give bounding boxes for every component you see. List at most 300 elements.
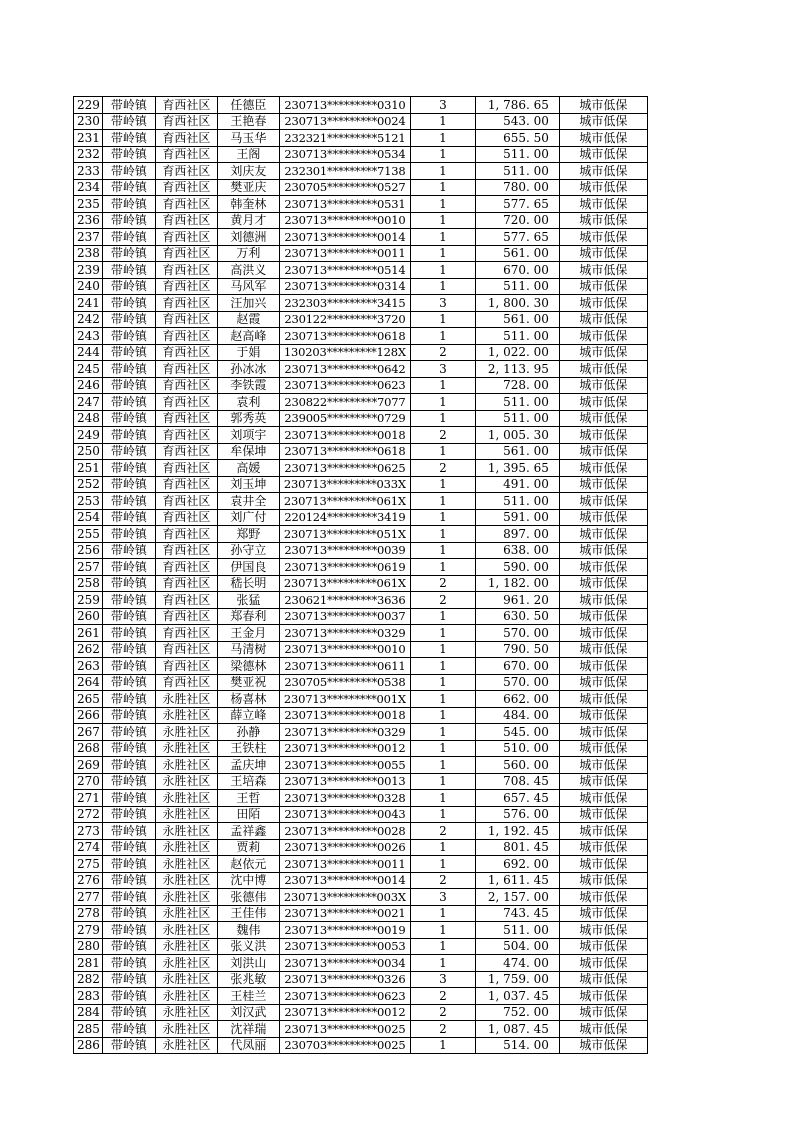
allowance-type-cell: 城市低保: [559, 773, 647, 790]
row-number-cell: 255: [74, 526, 103, 543]
name-cell: 马玉华: [217, 130, 279, 147]
table-row: [74, 361, 648, 378]
allowance-type-cell: 城市低保: [559, 839, 647, 856]
household-count-cell: 1: [410, 740, 475, 757]
row-number-cell: 286: [74, 1037, 103, 1054]
table-row: [74, 674, 648, 691]
row-number-cell: 250: [74, 443, 103, 460]
community-cell: 永胜社区: [155, 1021, 217, 1038]
allowance-type-cell: 城市低保: [559, 905, 647, 922]
name-cell: 魏伟: [217, 922, 279, 939]
row-number-cell: 267: [74, 724, 103, 741]
amount-cell: 692. 00: [475, 856, 559, 873]
town-cell: 带岭镇: [102, 773, 155, 790]
allowance-type-cell: 城市低保: [559, 592, 647, 609]
id-number-cell: 232301*********7138: [279, 163, 410, 180]
table-row: [74, 196, 648, 213]
community-cell: 永胜社区: [155, 905, 217, 922]
community-cell: 育西社区: [155, 229, 217, 246]
id-number-cell: 230713*********0011: [279, 856, 410, 873]
table-row: [74, 839, 648, 856]
town-cell: 带岭镇: [102, 212, 155, 229]
town-cell: 带岭镇: [102, 955, 155, 972]
id-number-cell: 230713*********0011: [279, 245, 410, 262]
community-cell: 育西社区: [155, 344, 217, 361]
id-number-cell: 230713*********0623: [279, 988, 410, 1005]
table-row: [74, 625, 648, 642]
row-number-cell: 253: [74, 493, 103, 510]
community-cell: 育西社区: [155, 526, 217, 543]
row-number-cell: 274: [74, 839, 103, 856]
amount-cell: 511. 00: [475, 146, 559, 163]
household-count-cell: 1: [410, 245, 475, 262]
name-cell: 嵇长明: [217, 575, 279, 592]
amount-cell: 484. 00: [475, 707, 559, 724]
town-cell: 带岭镇: [102, 476, 155, 493]
household-count-cell: 1: [410, 856, 475, 873]
table-row: [74, 163, 648, 180]
town-cell: 带岭镇: [102, 922, 155, 939]
town-cell: 带岭镇: [102, 179, 155, 196]
table-row: [74, 872, 648, 889]
household-count-cell: 1: [410, 757, 475, 774]
name-cell: 王艳春: [217, 113, 279, 130]
community-cell: 永胜社区: [155, 707, 217, 724]
name-cell: 王培森: [217, 773, 279, 790]
row-number-cell: 284: [74, 1004, 103, 1021]
row-number-cell: 230: [74, 113, 103, 130]
household-count-cell: 1: [410, 179, 475, 196]
town-cell: 带岭镇: [102, 542, 155, 559]
id-number-cell: 232303*********3415: [279, 295, 410, 312]
amount-cell: 577. 65: [475, 229, 559, 246]
id-number-cell: 230713*********0314: [279, 278, 410, 295]
id-number-cell: 230705*********0527: [279, 179, 410, 196]
household-count-cell: 2: [410, 592, 475, 609]
town-cell: 带岭镇: [102, 757, 155, 774]
name-cell: 万利: [217, 245, 279, 262]
row-number-cell: 235: [74, 196, 103, 213]
town-cell: 带岭镇: [102, 872, 155, 889]
community-cell: 育西社区: [155, 509, 217, 526]
allowance-type-cell: 城市低保: [559, 955, 647, 972]
household-count-cell: 3: [410, 97, 475, 114]
amount-cell: 662. 00: [475, 691, 559, 708]
allowance-type-cell: 城市低保: [559, 872, 647, 889]
town-cell: 带岭镇: [102, 625, 155, 642]
row-number-cell: 241: [74, 295, 103, 312]
name-cell: 孙冰冰: [217, 361, 279, 378]
town-cell: 带岭镇: [102, 691, 155, 708]
community-cell: 育西社区: [155, 328, 217, 345]
id-number-cell: 230713*********0328: [279, 790, 410, 807]
name-cell: 赵依元: [217, 856, 279, 873]
name-cell: 刘项宇: [217, 427, 279, 444]
row-number-cell: 270: [74, 773, 103, 790]
community-cell: 育西社区: [155, 460, 217, 477]
row-number-cell: 244: [74, 344, 103, 361]
amount-cell: 491. 00: [475, 476, 559, 493]
community-cell: 育西社区: [155, 394, 217, 411]
amount-cell: 743. 45: [475, 905, 559, 922]
name-cell: 赵高峰: [217, 328, 279, 345]
name-cell: 薛立峰: [217, 707, 279, 724]
table-row: [74, 988, 648, 1005]
community-cell: 育西社区: [155, 278, 217, 295]
id-number-cell: 230703*********0025: [279, 1037, 410, 1054]
town-cell: 带岭镇: [102, 740, 155, 757]
town-cell: 带岭镇: [102, 163, 155, 180]
allowance-type-cell: 城市低保: [559, 212, 647, 229]
id-number-cell: 230713*********0053: [279, 938, 410, 955]
id-number-cell: 230713*********0531: [279, 196, 410, 213]
allowance-type-cell: 城市低保: [559, 806, 647, 823]
id-number-cell: 230122*********3720: [279, 311, 410, 328]
row-number-cell: 231: [74, 130, 103, 147]
allowance-type-cell: 城市低保: [559, 443, 647, 460]
amount-cell: 1, 395. 65: [475, 460, 559, 477]
id-number-cell: 230713*********0043: [279, 806, 410, 823]
community-cell: 永胜社区: [155, 839, 217, 856]
name-cell: 刘德洲: [217, 229, 279, 246]
town-cell: 带岭镇: [102, 295, 155, 312]
town-cell: 带岭镇: [102, 1004, 155, 1021]
table-row: [74, 410, 648, 427]
amount-cell: 1, 005. 30: [475, 427, 559, 444]
id-number-cell: 230713*********0014: [279, 872, 410, 889]
row-number-cell: 269: [74, 757, 103, 774]
community-cell: 永胜社区: [155, 1037, 217, 1054]
table-row: [74, 97, 648, 114]
town-cell: 带岭镇: [102, 97, 155, 114]
household-count-cell: 1: [410, 443, 475, 460]
amount-cell: 708. 45: [475, 773, 559, 790]
table-row: [74, 641, 648, 658]
row-number-cell: 249: [74, 427, 103, 444]
amount-cell: 545. 00: [475, 724, 559, 741]
allowance-type-cell: 城市低保: [559, 856, 647, 873]
allowance-type-cell: 城市低保: [559, 707, 647, 724]
table-row: [74, 592, 648, 609]
allowance-type-cell: 城市低保: [559, 724, 647, 741]
amount-cell: 1, 611. 45: [475, 872, 559, 889]
id-number-cell: 230713*********0619: [279, 559, 410, 576]
town-cell: 带岭镇: [102, 839, 155, 856]
table-row: [74, 113, 648, 130]
household-count-cell: 1: [410, 410, 475, 427]
household-count-cell: 1: [410, 542, 475, 559]
id-number-cell: 230713*********0010: [279, 641, 410, 658]
table-row: [74, 922, 648, 939]
allowance-type-cell: 城市低保: [559, 262, 647, 279]
amount-cell: 2, 157. 00: [475, 889, 559, 906]
amount-cell: 511. 00: [475, 922, 559, 939]
id-number-cell: 220124*********3419: [279, 509, 410, 526]
name-cell: 黄月才: [217, 212, 279, 229]
name-cell: 于娟: [217, 344, 279, 361]
town-cell: 带岭镇: [102, 278, 155, 295]
community-cell: 育西社区: [155, 559, 217, 576]
id-number-cell: 130203*********128X: [279, 344, 410, 361]
id-number-cell: 230713*********0642: [279, 361, 410, 378]
row-number-cell: 243: [74, 328, 103, 345]
household-count-cell: 1: [410, 130, 475, 147]
town-cell: 带岭镇: [102, 905, 155, 922]
table-row: [74, 823, 648, 840]
amount-cell: 570. 00: [475, 674, 559, 691]
name-cell: 刘汉武: [217, 1004, 279, 1021]
amount-cell: 1, 192. 45: [475, 823, 559, 840]
household-count-cell: 2: [410, 344, 475, 361]
id-number-cell: 230713*********061X: [279, 575, 410, 592]
household-count-cell: 1: [410, 724, 475, 741]
household-count-cell: 1: [410, 625, 475, 642]
household-count-cell: 2: [410, 988, 475, 1005]
community-cell: 永胜社区: [155, 806, 217, 823]
table-row: [74, 757, 648, 774]
town-cell: 带岭镇: [102, 1037, 155, 1054]
row-number-cell: 283: [74, 988, 103, 1005]
id-number-cell: 230705*********0538: [279, 674, 410, 691]
id-number-cell: 230822*********7077: [279, 394, 410, 411]
community-cell: 育西社区: [155, 493, 217, 510]
name-cell: 樊亚祝: [217, 674, 279, 691]
allowance-type-cell: 城市低保: [559, 691, 647, 708]
town-cell: 带岭镇: [102, 526, 155, 543]
household-count-cell: 1: [410, 707, 475, 724]
amount-cell: 961. 20: [475, 592, 559, 609]
row-number-cell: 276: [74, 872, 103, 889]
household-count-cell: 1: [410, 394, 475, 411]
table-row: [74, 658, 648, 675]
town-cell: 带岭镇: [102, 988, 155, 1005]
id-number-cell: 230713*********0018: [279, 707, 410, 724]
household-count-cell: 1: [410, 773, 475, 790]
household-count-cell: 1: [410, 262, 475, 279]
town-cell: 带岭镇: [102, 641, 155, 658]
community-cell: 永胜社区: [155, 724, 217, 741]
household-count-cell: 1: [410, 163, 475, 180]
id-number-cell: 230713*********0024: [279, 113, 410, 130]
allowance-type-cell: 城市低保: [559, 229, 647, 246]
row-number-cell: 259: [74, 592, 103, 609]
name-cell: 赵霞: [217, 311, 279, 328]
row-number-cell: 261: [74, 625, 103, 642]
name-cell: 汪加兴: [217, 295, 279, 312]
allowance-type-cell: 城市低保: [559, 938, 647, 955]
household-count-cell: 1: [410, 229, 475, 246]
row-number-cell: 248: [74, 410, 103, 427]
row-number-cell: 262: [74, 641, 103, 658]
allowance-type-cell: 城市低保: [559, 971, 647, 988]
row-number-cell: 234: [74, 179, 103, 196]
household-count-cell: 2: [410, 460, 475, 477]
id-number-cell: 230713*********051X: [279, 526, 410, 543]
allowance-type-cell: 城市低保: [559, 427, 647, 444]
row-number-cell: 237: [74, 229, 103, 246]
row-number-cell: 240: [74, 278, 103, 295]
table-row: [74, 212, 648, 229]
household-count-cell: 1: [410, 641, 475, 658]
allowance-type-cell: 城市低保: [559, 311, 647, 328]
name-cell: 袁井全: [217, 493, 279, 510]
name-cell: 郑春利: [217, 608, 279, 625]
amount-cell: 790. 50: [475, 641, 559, 658]
household-count-cell: 1: [410, 674, 475, 691]
town-cell: 带岭镇: [102, 971, 155, 988]
name-cell: 田陌: [217, 806, 279, 823]
name-cell: 马清树: [217, 641, 279, 658]
community-cell: 育西社区: [155, 658, 217, 675]
table-row: [74, 377, 648, 394]
allowance-type-cell: 城市低保: [559, 1037, 647, 1054]
community-cell: 永胜社区: [155, 740, 217, 757]
allowance-type-cell: 城市低保: [559, 790, 647, 807]
row-number-cell: 265: [74, 691, 103, 708]
name-cell: 孟祥鑫: [217, 823, 279, 840]
community-cell: 育西社区: [155, 146, 217, 163]
table-row: [74, 328, 648, 345]
table-row: [74, 443, 648, 460]
id-number-cell: 230713*********0623: [279, 377, 410, 394]
allowance-table: [73, 96, 648, 1054]
allowance-type-cell: 城市低保: [559, 278, 647, 295]
household-count-cell: 1: [410, 526, 475, 543]
household-count-cell: 1: [410, 938, 475, 955]
row-number-cell: 256: [74, 542, 103, 559]
allowance-type-cell: 城市低保: [559, 1004, 647, 1021]
amount-cell: 577. 65: [475, 196, 559, 213]
row-number-cell: 264: [74, 674, 103, 691]
name-cell: 刘庆友: [217, 163, 279, 180]
amount-cell: 780. 00: [475, 179, 559, 196]
town-cell: 带岭镇: [102, 377, 155, 394]
table-row: [74, 476, 648, 493]
table-row: [74, 460, 648, 477]
table-row: [74, 542, 648, 559]
table-row: [74, 1004, 648, 1021]
community-cell: 育西社区: [155, 641, 217, 658]
amount-cell: 511. 00: [475, 394, 559, 411]
name-cell: 王阁: [217, 146, 279, 163]
row-number-cell: 245: [74, 361, 103, 378]
id-number-cell: 230713*********0026: [279, 839, 410, 856]
table-row: [74, 559, 648, 576]
name-cell: 孙守立: [217, 542, 279, 559]
amount-cell: 1, 759. 00: [475, 971, 559, 988]
amount-cell: 670. 00: [475, 658, 559, 675]
household-count-cell: 1: [410, 509, 475, 526]
amount-cell: 514. 00: [475, 1037, 559, 1054]
name-cell: 任德臣: [217, 97, 279, 114]
amount-cell: 1, 182. 00: [475, 575, 559, 592]
amount-cell: 543. 00: [475, 113, 559, 130]
id-number-cell: 239005*********0729: [279, 410, 410, 427]
name-cell: 刘洪山: [217, 955, 279, 972]
allowance-type-cell: 城市低保: [559, 641, 647, 658]
allowance-type-cell: 城市低保: [559, 328, 647, 345]
name-cell: 贾莉: [217, 839, 279, 856]
community-cell: 育西社区: [155, 410, 217, 427]
allowance-type-cell: 城市低保: [559, 163, 647, 180]
household-count-cell: 1: [410, 559, 475, 576]
allowance-type-cell: 城市低保: [559, 97, 647, 114]
name-cell: 孟庆坤: [217, 757, 279, 774]
id-number-cell: 230713*********0028: [279, 823, 410, 840]
community-cell: 永胜社区: [155, 955, 217, 972]
community-cell: 育西社区: [155, 97, 217, 114]
amount-cell: 752. 00: [475, 1004, 559, 1021]
table-row: [74, 295, 648, 312]
id-number-cell: 230713*********0326: [279, 971, 410, 988]
household-count-cell: 1: [410, 608, 475, 625]
name-cell: 沈祥瑞: [217, 1021, 279, 1038]
id-number-cell: 230713*********0625: [279, 460, 410, 477]
household-count-cell: 1: [410, 328, 475, 345]
household-count-cell: 3: [410, 295, 475, 312]
allowance-type-cell: 城市低保: [559, 146, 647, 163]
row-number-cell: 285: [74, 1021, 103, 1038]
amount-cell: 657. 45: [475, 790, 559, 807]
household-count-cell: 1: [410, 905, 475, 922]
household-count-cell: 1: [410, 196, 475, 213]
amount-cell: 1, 022. 00: [475, 344, 559, 361]
row-number-cell: 266: [74, 707, 103, 724]
table-row: [74, 806, 648, 823]
table-row: [74, 1037, 648, 1054]
id-number-cell: 230713*********0025: [279, 1021, 410, 1038]
town-cell: 带岭镇: [102, 146, 155, 163]
town-cell: 带岭镇: [102, 1021, 155, 1038]
household-count-cell: 1: [410, 278, 475, 295]
town-cell: 带岭镇: [102, 245, 155, 262]
allowance-type-cell: 城市低保: [559, 245, 647, 262]
allowance-type-cell: 城市低保: [559, 344, 647, 361]
id-number-cell: 230621*********3636: [279, 592, 410, 609]
id-number-cell: 230713*********0618: [279, 443, 410, 460]
amount-cell: 570. 00: [475, 625, 559, 642]
allowance-type-cell: 城市低保: [559, 625, 647, 642]
name-cell: 张猛: [217, 592, 279, 609]
name-cell: 张德伟: [217, 889, 279, 906]
row-number-cell: 260: [74, 608, 103, 625]
row-number-cell: 263: [74, 658, 103, 675]
community-cell: 育西社区: [155, 262, 217, 279]
amount-cell: 561. 00: [475, 245, 559, 262]
town-cell: 带岭镇: [102, 394, 155, 411]
id-number-cell: 230713*********003X: [279, 889, 410, 906]
town-cell: 带岭镇: [102, 592, 155, 609]
community-cell: 永胜社区: [155, 773, 217, 790]
name-cell: 孙静: [217, 724, 279, 741]
allowance-type-cell: 城市低保: [559, 361, 647, 378]
town-cell: 带岭镇: [102, 938, 155, 955]
name-cell: 高媛: [217, 460, 279, 477]
name-cell: 王金月: [217, 625, 279, 642]
name-cell: 杨喜林: [217, 691, 279, 708]
allowance-type-cell: 城市低保: [559, 889, 647, 906]
id-number-cell: 230713*********061X: [279, 493, 410, 510]
id-number-cell: 230713*********0037: [279, 608, 410, 625]
town-cell: 带岭镇: [102, 328, 155, 345]
name-cell: 王铁柱: [217, 740, 279, 757]
amount-cell: 561. 00: [475, 311, 559, 328]
name-cell: 张兆敏: [217, 971, 279, 988]
town-cell: 带岭镇: [102, 443, 155, 460]
allowance-type-cell: 城市低保: [559, 476, 647, 493]
town-cell: 带岭镇: [102, 790, 155, 807]
community-cell: 育西社区: [155, 245, 217, 262]
